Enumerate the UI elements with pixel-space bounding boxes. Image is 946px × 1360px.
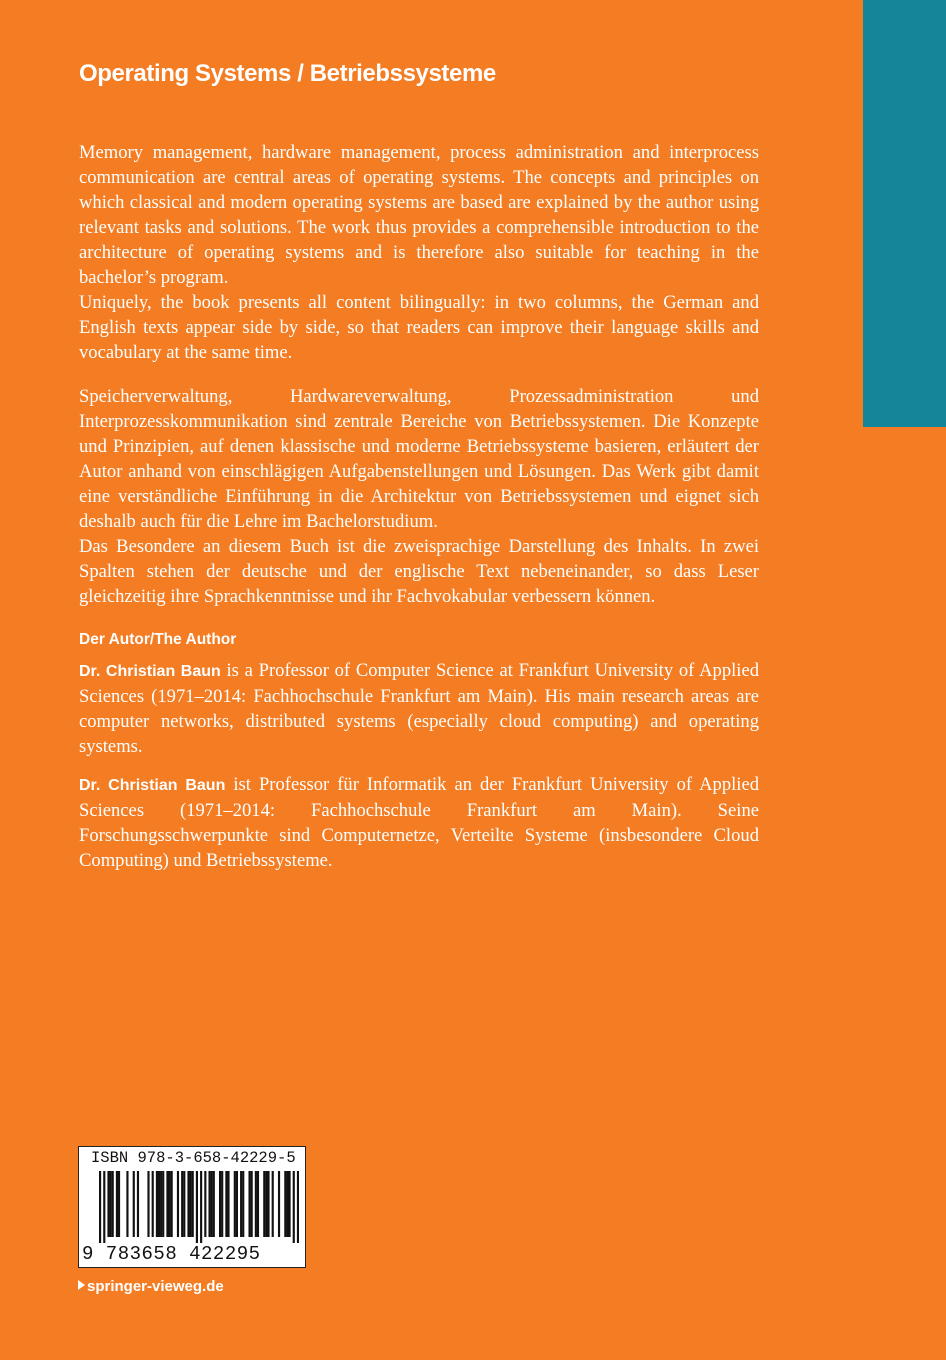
barcode-bar	[297, 1171, 299, 1243]
barcode-bar	[236, 1171, 238, 1237]
barcode-bar	[286, 1171, 288, 1237]
description-german-2: Das Besondere an diesem Buch ist die zweisprachige Darstellung des Inhalts. In zwei Spalten stehen der deutsche und der englische Text nebeneinander, so dass Leser gleichzeitig ihre Sprachkenntnisse und ihr Fachvokabular verbessern können.	[79, 536, 759, 607]
barcode-bar	[137, 1171, 139, 1237]
isbn-number: ISBN 978-3-658-42229-5	[91, 1149, 296, 1167]
barcode-bar	[208, 1171, 210, 1237]
barcode-bar	[133, 1171, 135, 1237]
barcode-bar	[278, 1171, 280, 1237]
barcode-bar	[118, 1171, 120, 1237]
barcode-bar	[168, 1171, 170, 1237]
author-name-english: Dr. Christian Baun	[79, 663, 221, 680]
barcode-bar	[234, 1171, 236, 1237]
author-bio-german-text: ist Professor für Informatik an der Frankfurt University of Applied Sciences (1971–2014: Fachhochschule Frankfurt am Main). Seine Forschungsschwerpunkte sind Computernetze, Verteilte Systeme (insbesondere Cloud Computing) und Betriebssysteme.	[79, 774, 759, 871]
barcode-bar	[171, 1171, 173, 1237]
barcode-bar	[255, 1171, 257, 1237]
barcode-bar	[99, 1171, 101, 1243]
barcode-bar	[257, 1171, 259, 1237]
author-name-german: Dr. Christian Baun	[79, 777, 226, 794]
barcode-bar	[192, 1171, 194, 1237]
barcode-bar	[152, 1171, 154, 1237]
barcode-bar	[211, 1171, 213, 1237]
barcode-bar	[221, 1171, 223, 1237]
author-heading: Der Autor/The Author	[79, 631, 237, 648]
barcode-bar	[196, 1171, 198, 1243]
isbn-barcode	[78, 1146, 306, 1268]
barcode-bar	[242, 1171, 244, 1237]
barcode-bar	[110, 1171, 112, 1237]
barcode-bar	[116, 1171, 118, 1237]
barcode-bar	[112, 1171, 114, 1237]
barcode-bar	[181, 1171, 183, 1237]
teal-color-band	[863, 0, 946, 427]
barcode-bar	[288, 1171, 290, 1237]
barcode-bar	[147, 1171, 149, 1237]
barcode-digits: 9 783658 422295	[82, 1243, 261, 1265]
description-english-1: Memory management, hardware management, process administration and interprocess communication are central areas of operating systems. The concepts and principles on which classical and modern operating systems are based are explained by the author using relevant tasks and solutions. The work thus provides a comprehensible introduction to the architecture of operating systems and is therefore also suitable for teaching in the bachelor’s program.	[79, 142, 759, 288]
barcode-bar	[240, 1171, 242, 1237]
barcode-bar	[156, 1171, 158, 1237]
barcode-bar	[166, 1171, 168, 1237]
barcode-bar	[213, 1171, 215, 1237]
barcode-bar	[160, 1171, 162, 1237]
barcode-bar	[284, 1171, 286, 1237]
barcode-bar	[158, 1171, 160, 1237]
barcode-bar	[272, 1171, 274, 1237]
barcode-bar	[187, 1171, 189, 1237]
barcode-bar	[107, 1171, 109, 1237]
barcode-bar	[219, 1171, 221, 1237]
publisher-website-text: springer-vieweg.de	[87, 1278, 224, 1295]
barcode-bar	[190, 1171, 192, 1237]
barcode-bar	[227, 1171, 229, 1237]
barcode-bar	[204, 1171, 206, 1237]
barcode-bar	[293, 1171, 295, 1243]
author-bio-german	[79, 772, 759, 873]
barcode-bar	[183, 1171, 185, 1237]
barcode-bars	[99, 1171, 299, 1243]
description-german-1: Speicherverwaltung, Hardwareverwaltung, Prozessadministration und Interprozesskommunikation sind zentrale Bereiche von Betriebssystemen. Die Konzepte und Prinzipien, auf denen klassische und moderne Betriebssysteme basieren, erläutert der Autor anhand von einschlägigen Aufgabenstellungen und Lösungen. Das Werk gibt damit eine verständliche Einführung in die Architektur von Betriebssystemen und eignet sich deshalb auch für die Lehre im Bachelorstudium.	[79, 386, 759, 532]
arrow-right-icon	[78, 1280, 85, 1290]
author-bio-english	[79, 658, 759, 759]
barcode-bar	[267, 1171, 269, 1237]
barcode-bar	[126, 1171, 128, 1237]
barcode-bar	[162, 1171, 164, 1237]
barcode-bar	[251, 1171, 253, 1237]
back-cover-text	[79, 140, 759, 873]
barcode-bar	[200, 1171, 202, 1243]
author-bio-english-text: is a Professor of Computer Science at Frankfurt University of Applied Sciences (1971–2014: Fachhochschule Frankfurt am Main). His main research areas are computer networks, distributed systems (especially cloud computing) and operating systems.	[79, 660, 759, 757]
barcode-bar	[263, 1171, 265, 1237]
barcode-bar	[177, 1171, 179, 1237]
publisher-website[interactable]	[78, 1278, 224, 1295]
barcode-bar	[103, 1171, 105, 1243]
book-title: Operating Systems / Betriebssysteme	[79, 60, 496, 87]
barcode-bar	[248, 1171, 250, 1237]
barcode-bar	[225, 1171, 227, 1237]
description-english-2: Uniquely, the book presents all content bilingually: in two columns, the German and English texts appear side by side, so that readers can improve their language skills and vocabulary at the same time.	[79, 292, 759, 363]
barcode-bar	[265, 1171, 267, 1237]
